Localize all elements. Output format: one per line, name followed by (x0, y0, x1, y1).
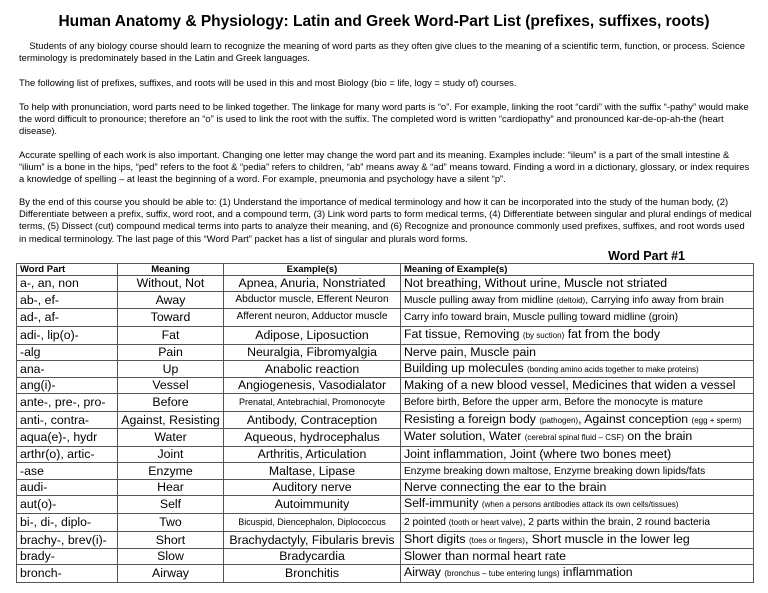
header-examples: Example(s) (224, 264, 401, 276)
example-cell: Aqueous, hydrocephalus (224, 429, 401, 447)
description-text: Carry info toward brain, Muscle pulling toward midline (groin) (404, 312, 679, 324)
table-row (17, 378, 754, 394)
header-meaning-of-examples: Meaning of Example(s) (401, 264, 754, 276)
example-cell: Bicuspid, Diencephalon, Diplococcus (224, 513, 401, 531)
description-text: Making of a new blood vessel, Medicines that widen a vessel (404, 378, 736, 393)
word-part-cell: ana- (17, 360, 118, 378)
description-text: Building up molecules (404, 360, 528, 375)
header-meaning: Meaning (118, 264, 224, 276)
description-text: Resisting a foreign body (404, 411, 540, 426)
example-cell: Bradycardia (224, 549, 401, 565)
table-row (17, 344, 754, 360)
meaning-cell: Vessel (118, 378, 224, 394)
pronunciation-paragraph: To help with pronunciation, word parts need to be linked together. The linkage for many word parts is “o”. For example, linking the root “cardi” with the suffix “-pathy” would make the word difficult to pronounce; therefore an “o” is used to link the root with the suffix. The completed word is written “cardiopathy” and pronounced kar-de-op-ah-the (heart disease). (19, 101, 749, 137)
description-text: (when a persons antibodies attack its own cells/tissues) (481, 500, 679, 510)
spelling-paragraph: Accurate spelling of each work is also important. Changing one letter may change the word part and its meaning. Examples include: “ileum” is a part of the small intestine & “ilium” is a bone in the hips, “ped” refers to the foot & “pedia” refers to children, “ab” means away & “ad” means toward. Finding a word in a dictionary, glossary, or index requires a knowledge of spelling – at least the beginning of a word. For example, pneumonia and psychology have a silent “p”. (19, 149, 750, 185)
example-cell: Adipose, Liposuction (224, 327, 401, 345)
description-text: Muscle pulling away from midline (404, 294, 557, 306)
table-row (17, 564, 754, 582)
description-text: Joint inflammation, Joint (where two bones meet) (404, 447, 672, 462)
table-row (17, 327, 754, 345)
table-row (17, 276, 754, 292)
meaning-cell: Slow (118, 549, 224, 565)
table-row (17, 429, 754, 447)
table-row (17, 393, 754, 411)
meaning-cell: Water (118, 429, 224, 447)
meaning-cell: Fat (118, 327, 224, 345)
meaning-of-example-cell (401, 549, 754, 565)
word-part-cell: bi-, di-, diplo- (17, 513, 118, 531)
table-row (17, 480, 754, 496)
example-cell: Arthritis, Articulation (224, 447, 401, 463)
example-cell: Bronchitis (224, 564, 401, 582)
course-paragraph: The following list of prefixes, suffixes, and roots will be used in this and most Biology (bio = life, logy = study of) courses. (19, 77, 517, 88)
table-row (17, 309, 754, 327)
meaning-cell: Joint (118, 447, 224, 463)
meaning-cell: Short (118, 531, 224, 549)
description-text: Enzyme breaking down maltose, Enzyme breaking down lipids/fats (404, 465, 706, 477)
meaning-of-example-cell (401, 276, 754, 292)
description-text: Water solution, Water (404, 429, 525, 444)
meaning-cell: Enzyme (118, 462, 224, 480)
word-part-cell: anti-, contra- (17, 411, 118, 429)
description-text: (cerebral spinal fluid – CSF) (524, 433, 624, 443)
word-part-cell: bronch- (17, 564, 118, 582)
description-text: (tooth or heart valve) (448, 517, 523, 527)
table-row (17, 462, 754, 480)
table-row (17, 447, 754, 463)
description-text: (toes or fingers) (468, 535, 525, 545)
meaning-of-example-cell (401, 378, 754, 394)
table-row (17, 531, 754, 549)
meaning-cell: Without, Not (118, 276, 224, 292)
description-text: (by suction) (522, 331, 565, 341)
word-part-cell: brachy-, brev(i)- (17, 531, 118, 549)
example-cell: Antibody, Contraception (224, 411, 401, 429)
description-text: Nerve connecting the ear to the brain (404, 480, 607, 495)
description-text: (pathogen) (539, 415, 579, 425)
word-part-cell: arthr(o), artic- (17, 447, 118, 463)
meaning-cell: Before (118, 393, 224, 411)
word-part-cell: a-, an, non (17, 276, 118, 292)
word-part-cell: brady- (17, 549, 118, 565)
meaning-of-example-cell (401, 531, 754, 549)
description-text: Airway (404, 564, 445, 579)
example-cell: Auditory nerve (224, 480, 401, 496)
meaning-of-example-cell (401, 564, 754, 582)
meaning-of-example-cell (401, 411, 754, 429)
word-part-cell: ab-, ef- (17, 291, 118, 309)
example-cell: Neuralgia, Fibromyalgia (224, 344, 401, 360)
description-text: (egg + sperm) (691, 415, 742, 425)
meaning-of-example-cell (401, 462, 754, 480)
meaning-of-example-cell (401, 447, 754, 463)
description-text: (bonding amino acids together to make proteins) (527, 364, 699, 374)
example-cell: Apnea, Anuria, Nonstriated (224, 276, 401, 292)
meaning-cell: Away (118, 291, 224, 309)
header-word-part: Word Part (17, 264, 118, 276)
word-part-cell: adi-, lip(o)- (17, 327, 118, 345)
meaning-cell: Two (118, 513, 224, 531)
meaning-cell: Pain (118, 344, 224, 360)
example-cell: Anabolic reaction (224, 360, 401, 378)
meaning-of-example-cell (401, 429, 754, 447)
word-part-cell: aqua(e)-, hydr (17, 429, 118, 447)
description-text: (deltoid) (556, 295, 586, 305)
meaning-cell: Toward (118, 309, 224, 327)
description-text: Slower than normal heart rate (404, 549, 566, 564)
example-cell: Autoimmunity (224, 496, 401, 514)
table-row (17, 360, 754, 378)
word-part-cell: -alg (17, 344, 118, 360)
word-part-cell: ang(i)- (17, 378, 118, 394)
table-row (17, 549, 754, 565)
description-text: Before birth, Before the upper arm, Before the monocyte is mature (404, 396, 703, 408)
description-text: Nerve pain, Muscle pain (404, 344, 536, 359)
description-text: , Carrying info away from brain (585, 294, 724, 306)
word-part-cell: -ase (17, 462, 118, 480)
word-part-table (16, 263, 754, 583)
description-text: Not breathing, Without urine, Muscle not striated (404, 276, 668, 290)
description-text: Short digits (404, 531, 469, 546)
description-text: on the brain (623, 429, 693, 444)
meaning-of-example-cell (401, 496, 754, 514)
description-text: , Against conception (578, 411, 692, 426)
intro-paragraph: Students of any biology course should learn to recognize the meaning of word parts as they often give clues to the meaning of a scientific term, function, or process. Science terminology is predominately based in the Latin and Greek languages. (19, 40, 745, 64)
meaning-cell: Up (118, 360, 224, 378)
description-text: fat from the body (564, 327, 660, 342)
meaning-of-example-cell (401, 480, 754, 496)
example-cell: Afferent neuron, Adductor muscle (224, 309, 401, 327)
section-label: Word Part #1 (608, 249, 685, 263)
objectives-paragraph: By the end of this course you should be able to: (1) Understand the importance of medical terminology and how it can be incorporated into the study of the human body, (2) Differentiate between a prefix, suffix, word root, and a compound term, (3) Link word parts to form medical terms, (4) Differentiate between singular and plural endings of medical terms, (5) Dissect (cut) compound medical terms into parts to analyze their meaning, and (6) Recognize and pronounce commonly used prefixes, suffixes, and root words used in medical terminology. The last page of this “Word Part” packet has a list of singular and plurals word forms. (19, 196, 752, 244)
meaning-cell: Hear (118, 480, 224, 496)
word-part-cell: aut(o)- (17, 496, 118, 514)
word-part-cell: ante-, pre-, pro- (17, 393, 118, 411)
description-text: 2 pointed (404, 516, 449, 528)
meaning-of-example-cell (401, 327, 754, 345)
word-part-cell: ad-, af- (17, 309, 118, 327)
meaning-cell: Airway (118, 564, 224, 582)
description-text: (bronchus – tube entering lungs) (444, 568, 560, 578)
example-cell: Prenatal, Antebrachial, Promonocyte (224, 393, 401, 411)
meaning-of-example-cell (401, 309, 754, 327)
example-cell: Maltase, Lipase (224, 462, 401, 480)
meaning-cell: Self (118, 496, 224, 514)
table-row (17, 496, 754, 514)
meaning-cell: Against, Resisting (118, 411, 224, 429)
table-row (17, 411, 754, 429)
meaning-of-example-cell (401, 344, 754, 360)
description-text: inflammation (559, 564, 633, 579)
meaning-of-example-cell (401, 291, 754, 309)
table-row (17, 513, 754, 531)
example-cell: Angiogenesis, Vasodialator (224, 378, 401, 394)
table-header-row (17, 264, 754, 276)
description-text: Self-immunity (404, 496, 482, 511)
meaning-of-example-cell (401, 360, 754, 378)
word-part-cell: audi- (17, 480, 118, 496)
example-cell: Abductor muscle, Efferent Neuron (224, 291, 401, 309)
meaning-of-example-cell (401, 393, 754, 411)
meaning-of-example-cell (401, 513, 754, 531)
description-text: , 2 parts within the brain, 2 round bacteria (522, 516, 711, 528)
table-row (17, 291, 754, 309)
description-text: , Short muscle in the lower leg (524, 531, 690, 546)
page-title: Human Anatomy & Physiology: Latin and Greek Word-Part List (prefixes, suffixes, roots) (58, 13, 710, 30)
example-cell: Brachydactyly, Fibularis brevis (224, 531, 401, 549)
description-text: Fat tissue, Removing (404, 327, 523, 342)
